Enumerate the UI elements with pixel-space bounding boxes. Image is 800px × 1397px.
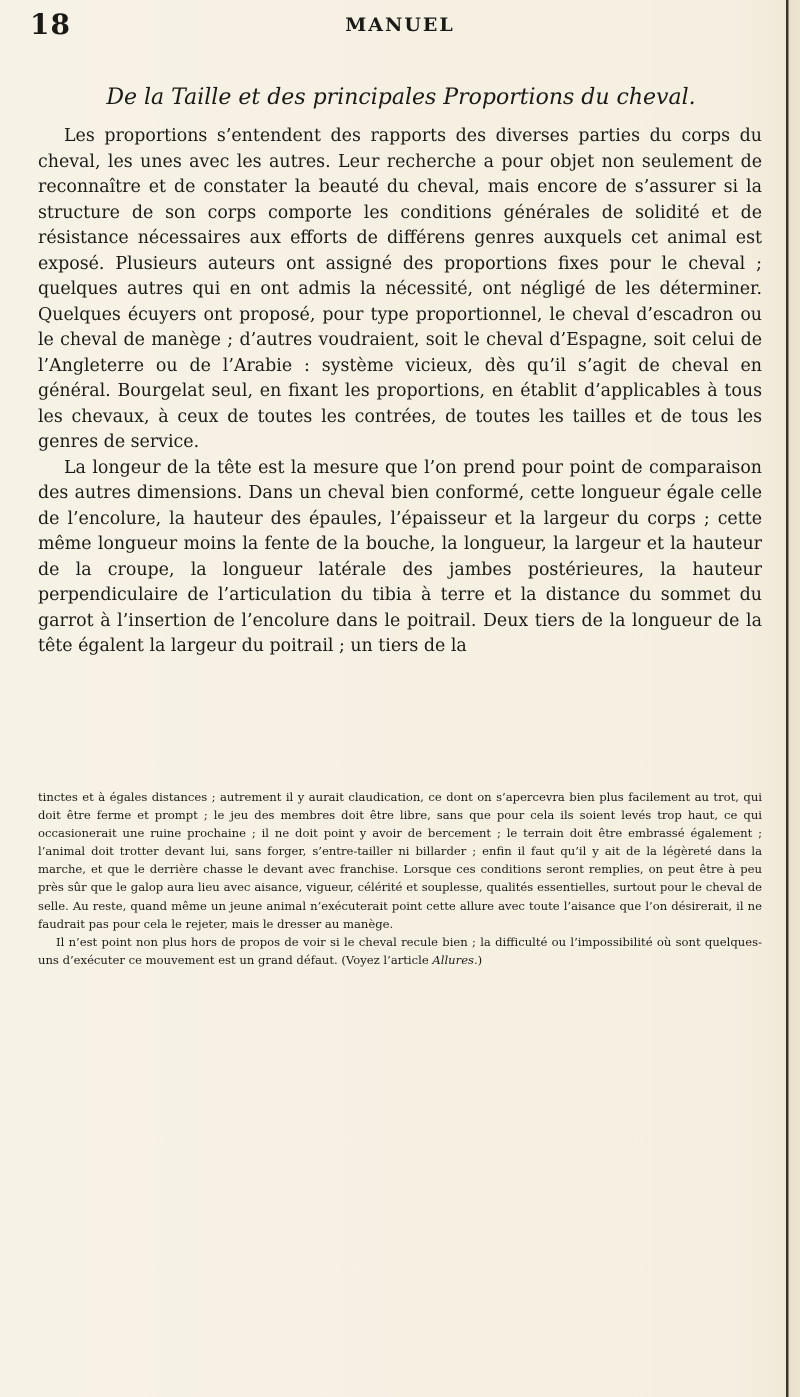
footnote-text: Il n’est point non plus hors de propos de voir si le cheval recule bien ; la difficulté ou l’impossibilité où sont quelques-uns d’exécuter ce mouvement est un grand défaut. (Voyez l’article (38, 934, 762, 967)
footnote-paragraph: tinctes et à égales distances ; autrement il y aurait claudication, ce dont on s’apercevra bien plus facilement au trot, qui doit être ferme et prompt ; le jeu des membres doit être libre, sans que pour cela ils soient levés trop haut, ce qui occasionerait une ruine prochaine ; il ne doit point y avoir de bercement ; le terrain doit être embrassé également ; l’animal doit trotter devant lui, sans forger, s’entre-tailler ni billarder ; enfin il faut qu’il y ait de la légèreté dans la marche, et que le derrière chasse le devant avec franchise. Lorsque ces conditions seront remplies, on peut être à peu près sûr que le galop aura lieu avec aisance, vigueur, célérité et souplesse, qualités essentielles, surtout pour le cheval de selle. Au reste, quand même un jeune animal n’exécuterait point cette allure avec toute l’aisance que l’on désirerait, il ne faudrait pas pour cela le rejeter, mais le dresser au manège. (38, 790, 762, 931)
footnote (38, 788, 762, 969)
page-number: 18 (30, 8, 71, 41)
running-head: MANUEL (345, 14, 455, 36)
section-title: De la Taille et des principales Proportions du cheval. (106, 85, 696, 110)
page-header (0, 8, 800, 48)
footnote-text-end: .) (474, 952, 483, 967)
main-text (38, 124, 762, 660)
footnote-paragraph (38, 933, 762, 969)
page-gutter-edge (786, 0, 800, 1397)
paragraph: La longeur de la tête est la mesure que l’on prend pour point de comparaison des autres dimensions. Dans un cheval bien conformé, cette longueur égale celle de l’encolure, la hauteur des épaules, l’épaisseur et la largeur du corps ; cette même longueur moins la fente de la bouche, la longueur, la largeur et la hauteur de la croupe, la longueur latérale des jambes postérieures, la hauteur perpendiculaire de l’articulation du tibia à terre et la distance du sommet du garrot à l’insertion de l’encolure dans le poitrail. Deux tiers de la longueur de la tête égalent la largeur du poitrail ; un tiers de la (38, 457, 762, 656)
paragraph: Les proportions s’entendent des rapports des diverses parties du corps du cheval, les unes avec les autres. Leur recherche a pour objet non seulement de reconnaître et de constater la beauté du cheval, mais encore de s’assurer si la structure de son corps comporte les conditions générales de solidité et de résistance nécessaires aux efforts de différens genres auxquels cet animal est exposé. Plusieurs auteurs ont assigné des proportions fixes pour le cheval ; quelques autres qui en ont admis la nécessité, ont négligé de les déterminer. Quelques écuyers ont proposé, pour type proportionnel, le cheval d’escadron ou le cheval de manège ; d’autres voudraient, soit le cheval d’Espagne, soit celui de l’Angleterre ou de l’Arabie : système vicieux, dès qu’il s’agit de cheval en général. Bourgelat seul, en fixant les proportions, en établit d’applicables à tous les chevaux, à ceux de toutes les contrées, de toutes les tailles et de tous les genres de service. (38, 126, 762, 452)
footnote-reference: Allures (432, 952, 474, 967)
